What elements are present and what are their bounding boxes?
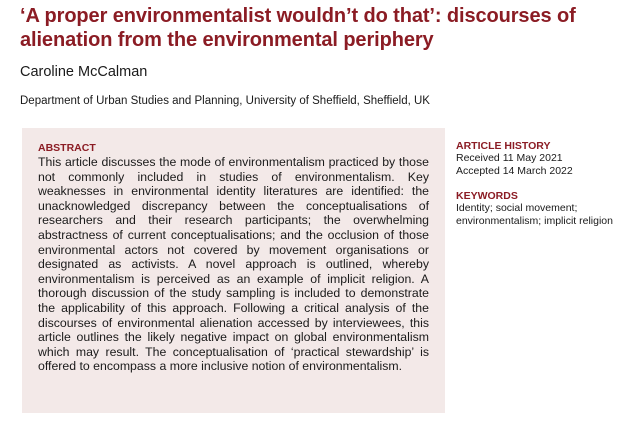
abstract-heading: ABSTRACT [38, 142, 96, 154]
accepted-date: Accepted 14 March 2022 [456, 165, 573, 177]
article-history-heading: ARTICLE HISTORY [456, 140, 551, 152]
abstract-box [22, 128, 445, 413]
author-name: Caroline McCalman [20, 64, 148, 80]
author-affiliation: Department of Urban Studies and Planning, University of Sheffield, Sheffield, UK [20, 95, 430, 107]
article-sidebar [456, 140, 614, 228]
abstract-text: This article discusses the mode of environmentalism practiced by those not commonly included in studies of environmentalism. Key weaknesses in environmental identity literatures are identified: the unacknowledged discrepancy between the conceptualisations of researchers and their research participants; the overwhelming abstractness of current conceptualisations; and the occlusion of those environmental actors not covered by movement organisations or designated as activists. A novel approach is outlined, whereby environmentalism is perceived as an example of implicit religion. A thorough discussion of the study sampling is included to demonstrate the applicability of this approach. Following a critical analysis of the discourses of environmental alienation accessed by interviewees, this article outlines the likely negative impact on global environmentalism which may result. The conceptualisation of ‘practical stewardship’ is offered to encompass a more inclusive notion of environmentalism. [38, 155, 429, 374]
keywords-heading: KEYWORDS [456, 190, 518, 202]
received-date: Received 11 May 2021 [456, 152, 563, 164]
article-history [456, 140, 614, 178]
keywords-section [456, 190, 614, 228]
article-title: ‘A proper environmentalist wouldn’t do that’: discourses of alienation from the environmental periphery [20, 5, 576, 51]
keywords-list: Identity; social movement; environmentalism; implicit religion [456, 202, 613, 227]
